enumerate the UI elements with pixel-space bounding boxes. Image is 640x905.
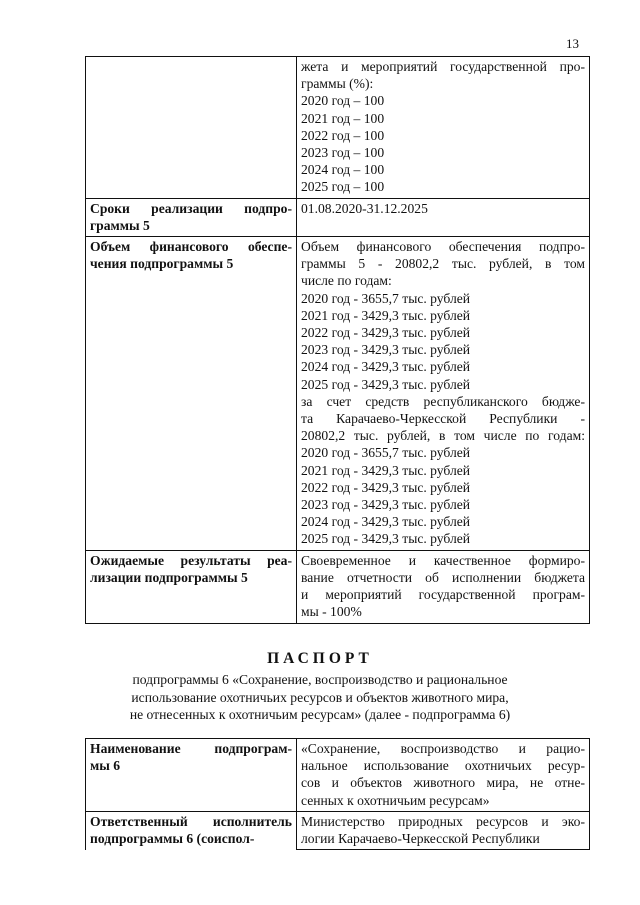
cell-line: 2021 год – 100 [301, 110, 385, 126]
cell-line: подпрограммы 6 (соиспол- [90, 831, 255, 847]
cell-line: 20802,2 тыс. рублей, в том числе по годам: [301, 428, 585, 444]
cell-line: «Сохранение, воспроизводство и рацио- [301, 741, 585, 756]
cell-line: 2023 год - 3429,3 тыс. рублей [301, 497, 471, 513]
cell-line: 2024 год - 3429,3 тыс. рублей [301, 359, 471, 375]
row-value-cell [297, 811, 590, 849]
cell-line: мы 6 [90, 758, 121, 774]
row-label-cell [86, 739, 297, 812]
cell-line: 2025 год - 3429,3 тыс. рублей [301, 376, 471, 392]
cell-line: 2022 год - 3429,3 тыс. рублей [301, 325, 471, 341]
cell-line: 2021 год - 3429,3 тыс. рублей [301, 307, 471, 323]
page-number: 13 [566, 36, 579, 51]
cell-line: 2024 год - 3429,3 тыс. рублей [301, 514, 471, 530]
subtitle-line: не отнесенных к охотничьим ресурсам» (далее - подпрограмма 6) [129, 707, 511, 722]
cell-line: числе по годам: [301, 273, 392, 289]
row-value-cell [297, 198, 590, 236]
cell-line: лизации подпрограммы 5 [90, 569, 248, 585]
row-value-cell [297, 550, 590, 623]
cell-line: Министерство природных ресурсов и эко- [301, 813, 585, 829]
cell-line: Объем финансового обеспе- [90, 239, 292, 255]
row-value-cell [297, 237, 590, 551]
cell-line: 2025 год - 3429,3 тыс. рублей [301, 531, 471, 547]
cell-line: нальное использование охотничьих ресур- [301, 758, 585, 774]
cell-line: сенных к охотничьим ресурсам» [301, 792, 490, 808]
table-row [86, 550, 590, 623]
passport-title: ПАСПОРТ [267, 650, 373, 667]
cell-line: чения подпрограммы 5 [90, 256, 234, 272]
cell-line: логии Карачаево-Черкесской Республики [301, 831, 540, 847]
table-row [86, 237, 590, 551]
cell-line: 2020 год - 3655,7 тыс. рублей [301, 290, 471, 306]
cell-line: 2025 год – 100 [301, 179, 385, 195]
cell-line: мы - 100% [301, 604, 362, 620]
row-label-cell [86, 550, 297, 623]
passport-subtitle [0, 671, 640, 724]
subprogram-6-passport-table [85, 738, 590, 850]
cell-line: сов и объектов животного мира, не отне- [301, 775, 585, 791]
cell-line: та Карачаево-Черкесской Республики - [301, 411, 585, 427]
cell-line: Ответственный исполнитель [90, 813, 292, 829]
cell-line: и мероприятий государственной програм- [301, 587, 585, 603]
table-row [86, 811, 590, 849]
row-label-cell [86, 811, 297, 849]
cell-line: граммы 5 - 20802,2 тыс. рублей, в том [301, 256, 585, 272]
cell-line: Сроки реализации подпро- [90, 200, 292, 216]
table-row [86, 198, 590, 236]
table-row [86, 739, 590, 812]
row-label-cell [86, 57, 297, 199]
cell-line: 2021 год - 3429,3 тыс. рублей [301, 462, 471, 478]
cell-line: Ожидаемые результаты реа- [90, 552, 292, 568]
row-value-cell [297, 57, 590, 199]
cell-line: Своевременное и качественное формиро- [301, 552, 585, 568]
subprogram-5-passport-table [85, 56, 590, 624]
cell-line: Наименование подпрограм- [90, 741, 292, 756]
subtitle-line: использование охотничьих ресурсов и объектов животного мира, [131, 689, 509, 705]
cell-line: граммы 5 [90, 217, 150, 233]
cell-line: 2020 год – 100 [301, 93, 385, 109]
cell-line: 2024 год – 100 [301, 162, 385, 178]
cell-line: Объем финансового обеспечения подпро- [301, 239, 585, 255]
row-label-cell [86, 198, 297, 236]
cell-line: 2022 год – 100 [301, 127, 385, 143]
cell-line: за счет средств республиканского бюдже- [301, 393, 585, 409]
cell-line: 2020 год - 3655,7 тыс. рублей [301, 445, 471, 461]
cell-line: 01.08.2020-31.12.2025 [301, 200, 428, 216]
cell-line: 2023 год – 100 [301, 145, 385, 161]
cell-line: граммы (%): [301, 76, 374, 92]
subtitle-line: подпрограммы 6 «Сохранение, воспроизводство и рациональное [132, 672, 508, 687]
row-label-cell [86, 237, 297, 551]
cell-line: 2023 год - 3429,3 тыс. рублей [301, 342, 471, 358]
cell-line: 2022 год - 3429,3 тыс. рублей [301, 479, 471, 495]
table-row [86, 57, 590, 199]
cell-line: жета и мероприятий государственной про- [301, 59, 585, 74]
row-value-cell [297, 739, 590, 812]
cell-line: вание отчетности об исполнении бюджета [301, 569, 585, 585]
